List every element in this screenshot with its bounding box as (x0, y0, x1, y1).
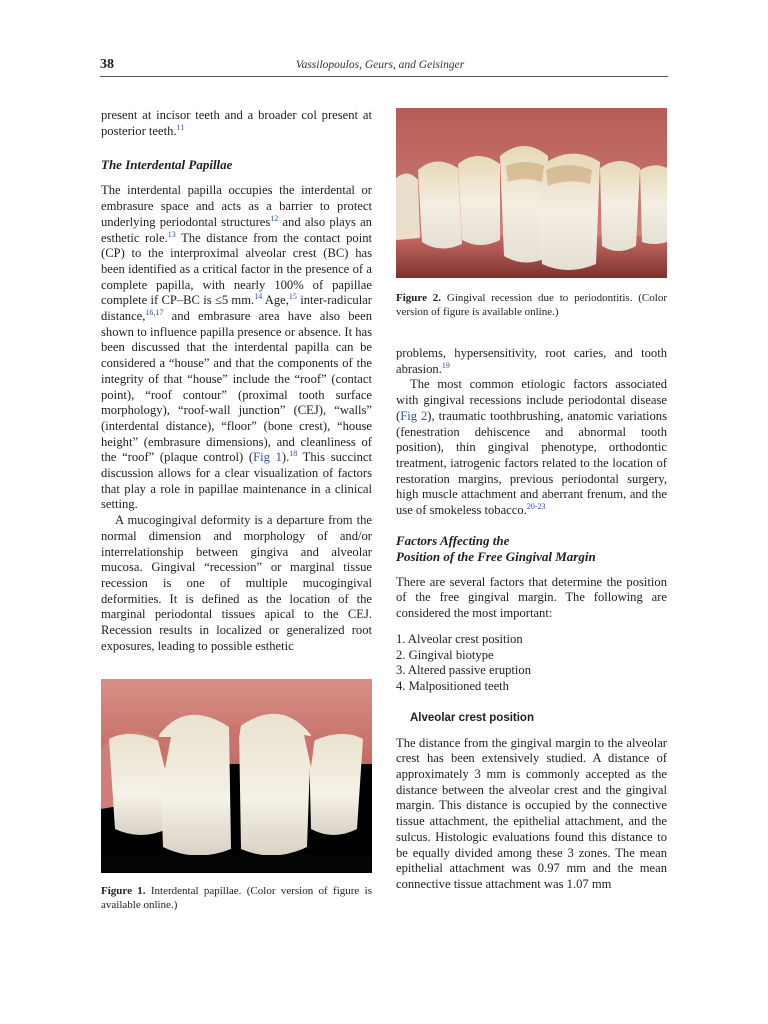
running-head: Vassilopoulos, Geurs, and Geisinger (295, 59, 465, 71)
figure-1-caption: Figure 1. Interdental papillae. (Color version of figure is available online.) (101, 885, 372, 911)
section-heading-factors: Factors Affecting the Position of the Free Gingival Margin (396, 532, 596, 564)
paragraph-mucogingival: A mucogingival deformity is a departure from the normal dimension and morphology of and/or interrelationship between gingiva and alveolar mucosa. Gingival “recession” or marginal tissue recession is one of multiple mucogingival deformities. It is defined as the location of the marginal periodontal tissues apical to the CEJ. Recession results in localized or generalized root exposures, leading to possible esthetic (101, 513, 372, 653)
citation-ref[interactable]: 13 (167, 229, 176, 239)
figure-1-photo (101, 679, 372, 873)
section-heading-interdental-papillae: The Interdental Papillae (101, 157, 233, 173)
figure-2-caption: Figure 2. Gingival recession due to periodontitis. (Color version of figure is available online.) (396, 292, 667, 318)
paragraph-continuation: present at incisor teeth and a broader col present at posterior teeth.$^{11}$ (101, 108, 372, 138)
paragraph-interdental-papilla: The interdental papilla occupies the interdental or embrasure space and acts as a barrier to protect underlying periodontal structures$^{12}$ and also plays an esthetic role.$^{13}$ The distance from the contact point (CP) to the interproximal alveolar crest (BC) has been identified as a critical factor in the presence of a complete papilla, with nearly 100% of papillae complete if CP–BC is ≤5 mm.$^{14}$ Age,$^{15}$ inter-radicular distance,$^{16,17}$ and embrasure area have also been shown to influence papilla presence or absence. It has been discussed that the interdental papilla can be considered a “house” and that the components of the integrity of that “house” include the “roof” (contact point), “roof contour” (proximal tooth surface morphology), “roof-wall junction” (CEJ), “walls” (interdental distance), “floor” (bone crest), “house height” (embrasure dimensions), and cleanliness of the “roof” (plaque control) (Fig 1).$^{18}$ This succinct discussion allows for a clear visualization of factors that play a role in papillae maintenance in a clinical setting. (101, 183, 373, 512)
paragraph-continuation-right: problems, hypersensitivity, root caries, and tooth abrasion.$^{19}$ (396, 346, 667, 376)
factors-list (396, 632, 667, 695)
interdental-papillae-illustration (101, 679, 372, 873)
right-column (396, 346, 667, 893)
citation-ref[interactable]: 14 (254, 292, 263, 302)
list-item: 2. Gingival biotype (396, 647, 494, 662)
citation-ref[interactable]: 12 (270, 213, 279, 223)
citation-ref[interactable]: 18 (289, 449, 298, 459)
page-number: 38 (100, 57, 114, 72)
figure-1-link[interactable]: Fig 1 (253, 450, 282, 465)
figure-2-photo (396, 108, 667, 278)
citation-ref[interactable]: 19 (441, 360, 450, 370)
paragraph-etiologic-factors: The most common etiologic factors associated with gingival recessions include periodontal disease (Fig 2), traumatic toothbrushing, anatomic variations (fenestration dehiscence and abnormal tooth position), thin gingival phenotype, orthodontic treatment, iatrogenic factors related to the location of restoration margins, previous periodontal surgery, high muscle attachment and aberrant frenum, and the use of smokeless tobacco.$^{20-23}$ (396, 377, 668, 518)
paragraph-alveolar-crest: The distance from the gingival margin to the alveolar crest has been extensively studied. A distance of approximately 3 mm is commonly accepted as the distance between the alveolar crest and the gingival margin. This distance is occupied by the connective tissue attachment, the epithelial attachment, and the sulcus. Histologic evaluations found this distance to be equally divided among these 3 zones. The mean epithelial attachment was 0.97 mm and the mean connective tissue attachment was 1.07 mm (396, 735, 667, 891)
figure-2-link[interactable]: Fig 2 (400, 408, 428, 423)
gingival-recession-illustration (396, 108, 667, 278)
citation-ref[interactable]: 11 (176, 122, 185, 132)
left-column (101, 108, 372, 655)
paragraph-several-factors: There are several factors that determine the position of the free gingival margin. The following are considered the most important: (396, 574, 667, 621)
list-item: 3. Altered passive eruption (396, 663, 532, 678)
header-rule (100, 76, 668, 77)
citation-ref[interactable]: 16,17 (145, 307, 164, 317)
list-item: 1. Alveolar crest position (396, 631, 523, 646)
citation-ref[interactable]: 15 (288, 292, 297, 302)
list-item: 4. Malpositioned teeth (396, 678, 509, 693)
citation-ref[interactable]: 20-23 (526, 501, 546, 511)
subsection-heading-alveolar-crest: Alveolar crest position (410, 711, 534, 724)
